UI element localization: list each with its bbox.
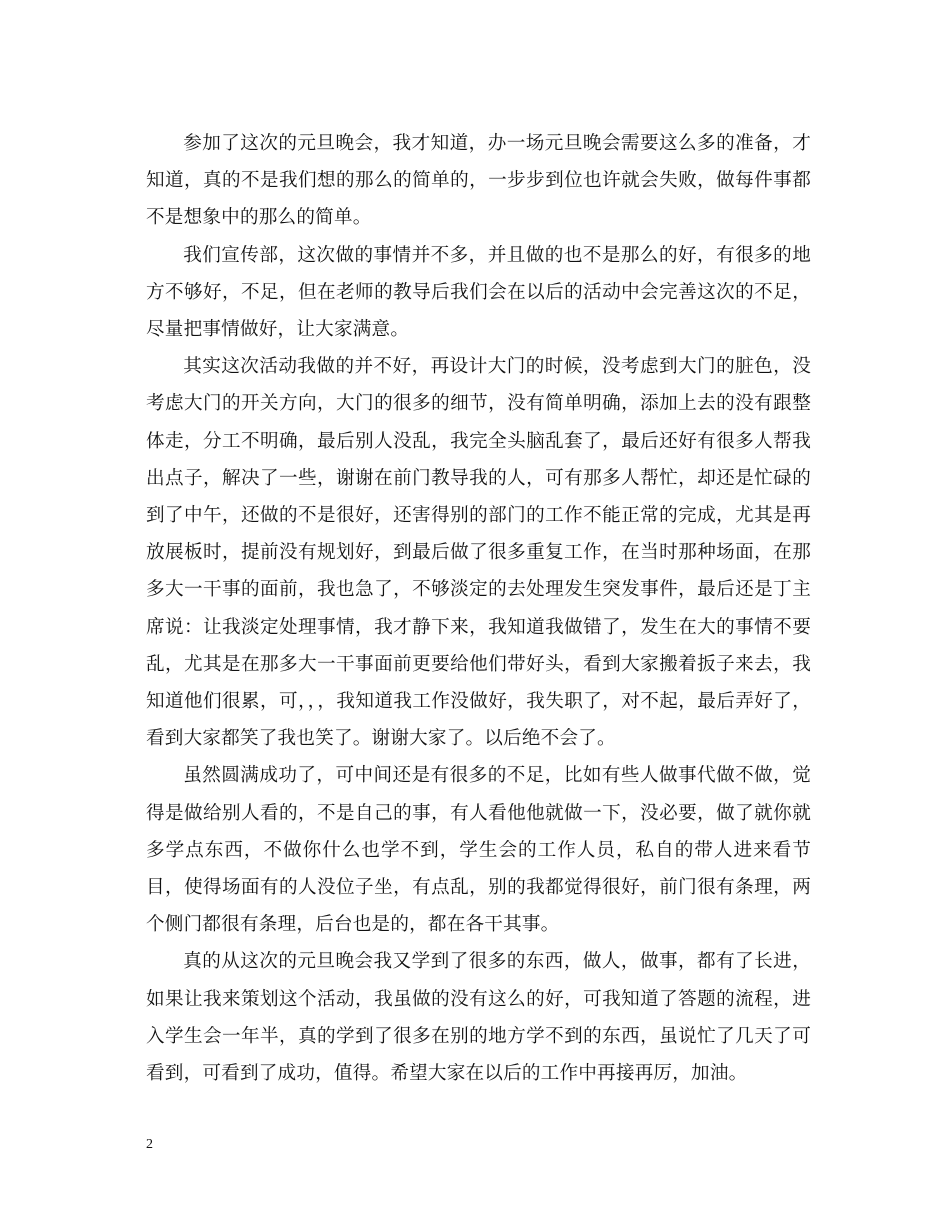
paragraph-4: 虽然圆满成功了，可中间还是有很多的不足，比如有些人做事代做不做，觉得是做给别人看的，不是自己的事，有人看他他就做一下，没必要，做了就你就多学点东西，不做你什么也学不到，学生会的工作人员，私自的带人进来看节目，使得场面有的人没位子坐，有点乱，别的我都觉得很好，前门很有条理，两个侧门都很有条理，后台也是的，都在各干其事。 [146, 765, 811, 936]
paragraph-5: 真的从这次的元旦晚会我又学到了很多的东西，做人，做事，都有了长进，如果让我来策划这个活动，我虽做的没有这么的好，可我知道了答题的流程，进入学生会一年半，真的学到了很多在别的地方学不到的东西，虽说忙了几天了可看到，可看到了成功，值得。希望大家在以后的工作中再接再厉，加油。 [146, 951, 811, 1085]
document-body [146, 125, 811, 1092]
page-number: 2 [146, 1137, 153, 1152]
paragraph-3: 其实这次活动我做的并不好，再设计大门的时候，没考虑到大门的脏色，没考虑大门的开关方向，大门的很多的细节，没有简单明确，添加上去的没有跟整体走，分工不明确，最后别人没乱，我完全头脑乱套了，最后还好有很多人帮我出点子，解决了一些，谢谢在前门教导我的人，可有那多人帮忙，却还是忙碌的到了中午，还做的不是很好，还害得别的部门的工作不能正常的完成，尤其是再放展板时，提前没有规划好，到最后做了很多重复工作，在当时那种场面，在那多大一干事的面前，我也急了，不够淡定的去处理发生突发事件，最后还是丁主席说：让我淡定处理事情，我才静下来，我知道我做错了，发生在大的事情不要乱，尤其是在那多大一干事面前更要给他们带好头，看到大家搬着扳子来去，我知道他们很累，可，，，我知道我工作没做好，我失职了，对不起，最后弄好了，看到大家都笑了我也笑了。谢谢大家了。以后绝不会了。 [146, 356, 811, 750]
paragraph-1: 参加了这次的元旦晚会，我才知道，办一场元旦晚会需要这么多的准备，才知道，真的不是我们想的那么的简单的，一步步到位也许就会失败，做每件事都不是想象中的那么的简单。 [146, 133, 811, 229]
paragraph-2: 我们宣传部，这次做的事情并不多，并且做的也不是那么的好，有很多的地方不够好，不足，但在老师的教导后我们会在以后的活动中会完善这次的不足，尽量把事情做好，让大家满意。 [146, 244, 811, 341]
